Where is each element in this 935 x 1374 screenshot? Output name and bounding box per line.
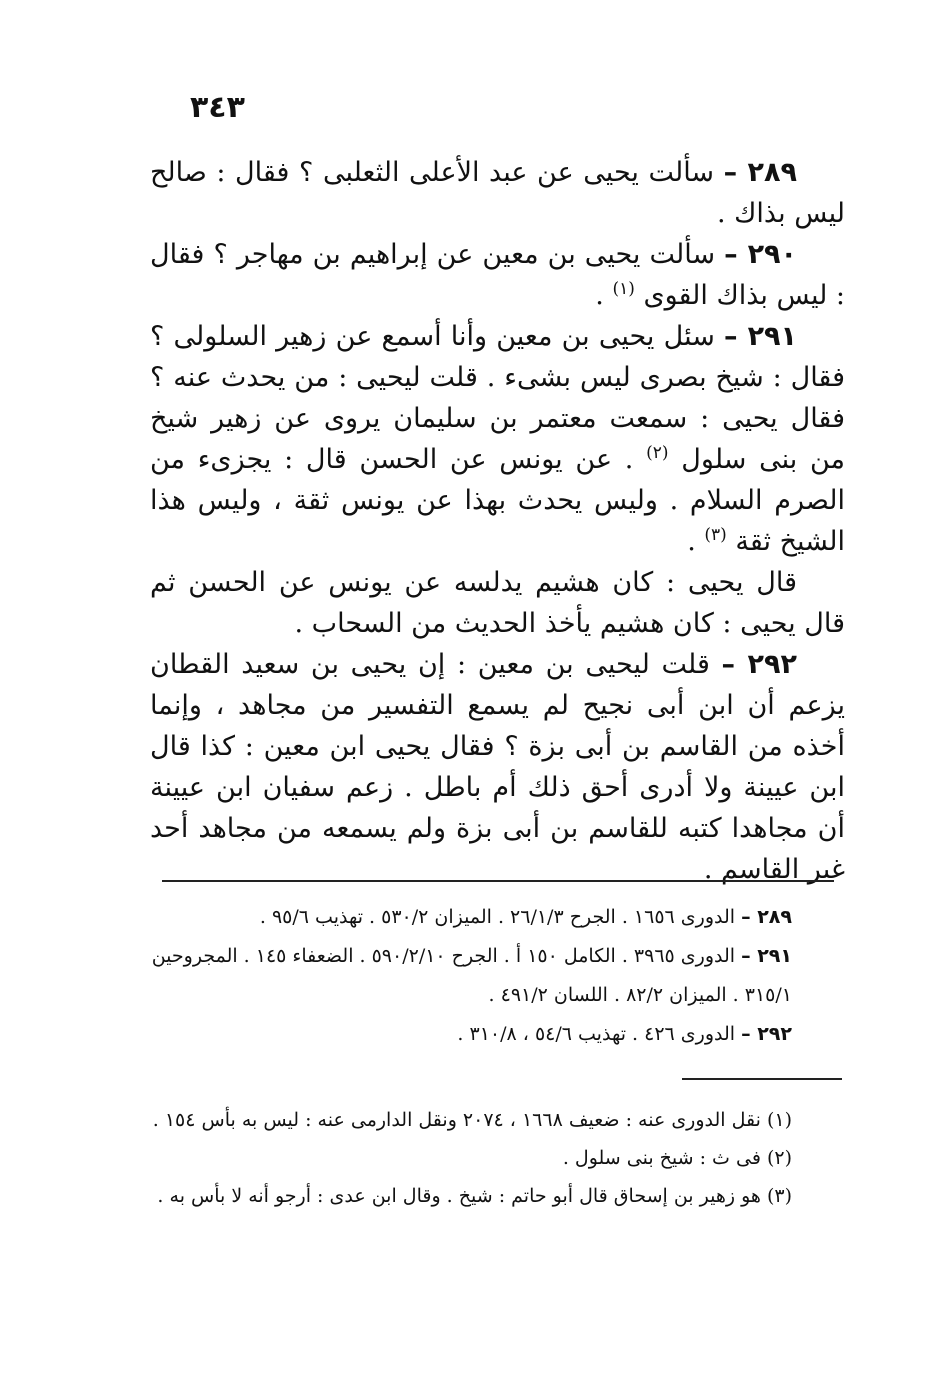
entry-number: ٢٨٩ –	[723, 157, 797, 188]
reference-text: الدورى ٣٩٦٥ . الكامل ١٥٠ أ . الجرح ٥٩٠/٢/١٠ . الضعفاء ١٤٥ . المجروحين ٣١٥/١ . الميزان ٨٢/٢ . اللسان ٤٩١/٢ .	[151, 945, 792, 1006]
entry-289	[150, 152, 845, 234]
footnote-2: (٢) فى ث : شيخ بنى سلول .	[562, 1147, 792, 1169]
reference-291	[150, 937, 840, 1015]
entry-text: سئل يحيى بن معين وأنا أسمع عن زهير السلولى ؟ فقال : شيخ بصرى ليس بشىء . قلت ليحيى : من يحدث عنه ؟ فقال يحيى : سمعت معتمر بن سليمان يروى عن زهير شيخ من بنى سلول	[150, 321, 845, 475]
entry-text: قلت ليحيى بن معين : إن يحيى بن سعيد القطان يزعم أن ابن أبى نجيح لم يسمع التفسير من مجاهد ، وإنما أخذه من القاسم بن أبى بزة ؟ فقال يحيى ابن معين : كذا قال ابن عيينة ولا أدرى أحق ذلك أم باطل . زعم سفيان ابن عيينة أن مجاهدا كتبه للقاسم بن أبى بزة ولم يسمعه من مجاهد أحد غير القاسم .	[150, 649, 845, 885]
footnote-marker: (١)	[612, 279, 635, 299]
reference-289	[150, 898, 840, 937]
reference-number: ٢٨٩ –	[741, 906, 792, 928]
reference-text: الدورى ٤٢٦ . تهذيب ٥٤/٦ ، ٣١٠/٨ .	[457, 1023, 742, 1045]
reference-number: ٢٩١ –	[741, 945, 792, 967]
entry-291	[150, 316, 845, 562]
entry-text-tail: .	[687, 526, 705, 557]
entry-number: ٢٩٠ –	[724, 239, 798, 270]
footnote-1: (١) نقل الدورى عنه : ضعيف ١٦٦٨ ، ٢٠٧٤ ونقل الدارمى عنه : ليس به بأس ١٥٤ .	[152, 1109, 792, 1131]
entry-text: سألت يحيى عن عبد الأعلى الثعلبى ؟ فقال : صالح ليس بذاك .	[150, 157, 845, 229]
footnotes-divider	[682, 1078, 842, 1080]
entry-text: سألت يحيى بن معين عن إبراهيم بن مهاجر ؟ فقال : ليس بذاك القوى	[150, 239, 845, 311]
entry-290	[150, 234, 845, 316]
footnote-marker: (٣)	[704, 525, 727, 545]
footnotes-section	[150, 1101, 840, 1215]
entry-292	[150, 644, 845, 890]
footnote-3: (٣) هو زهير بن إسحاق قال أبو حاتم : شيخ . وقال ابن عدى : أرجو أنه لا بأس به .	[157, 1185, 792, 1207]
entry-text: قال يحيى : كان هشيم يدلسه عن يونس عن الحسن ثم قال يحيى : كان هشيم يأخذ الحديث من السحاب .	[150, 567, 845, 639]
page-number: ٣٤٣	[190, 90, 245, 125]
main-text	[150, 152, 845, 890]
entry-number: ٢٩٢ –	[721, 649, 797, 680]
entry-text-tail: .	[595, 280, 613, 311]
footnote-marker: (٢)	[646, 443, 669, 463]
references-divider	[162, 880, 834, 882]
entry-text-continued: . عن يونس عن الحسن قال : يجزىء من الصرم السلام . وليس يحدث بهذا عن يونس ثقة ، وليس هذا الشيخ ثقة	[150, 444, 845, 557]
reference-number: ٢٩٢ –	[741, 1023, 792, 1045]
entry-number: ٢٩١ –	[724, 321, 798, 352]
reference-292	[150, 1015, 840, 1054]
entry-291-continued	[150, 562, 845, 644]
reference-text: الدورى ١٦٥٦ . الجرح ٢٦/١/٣ . الميزان ٥٣٠/٢ . تهذيب ٩٥/٦ .	[259, 906, 742, 928]
references-section	[150, 898, 840, 1054]
